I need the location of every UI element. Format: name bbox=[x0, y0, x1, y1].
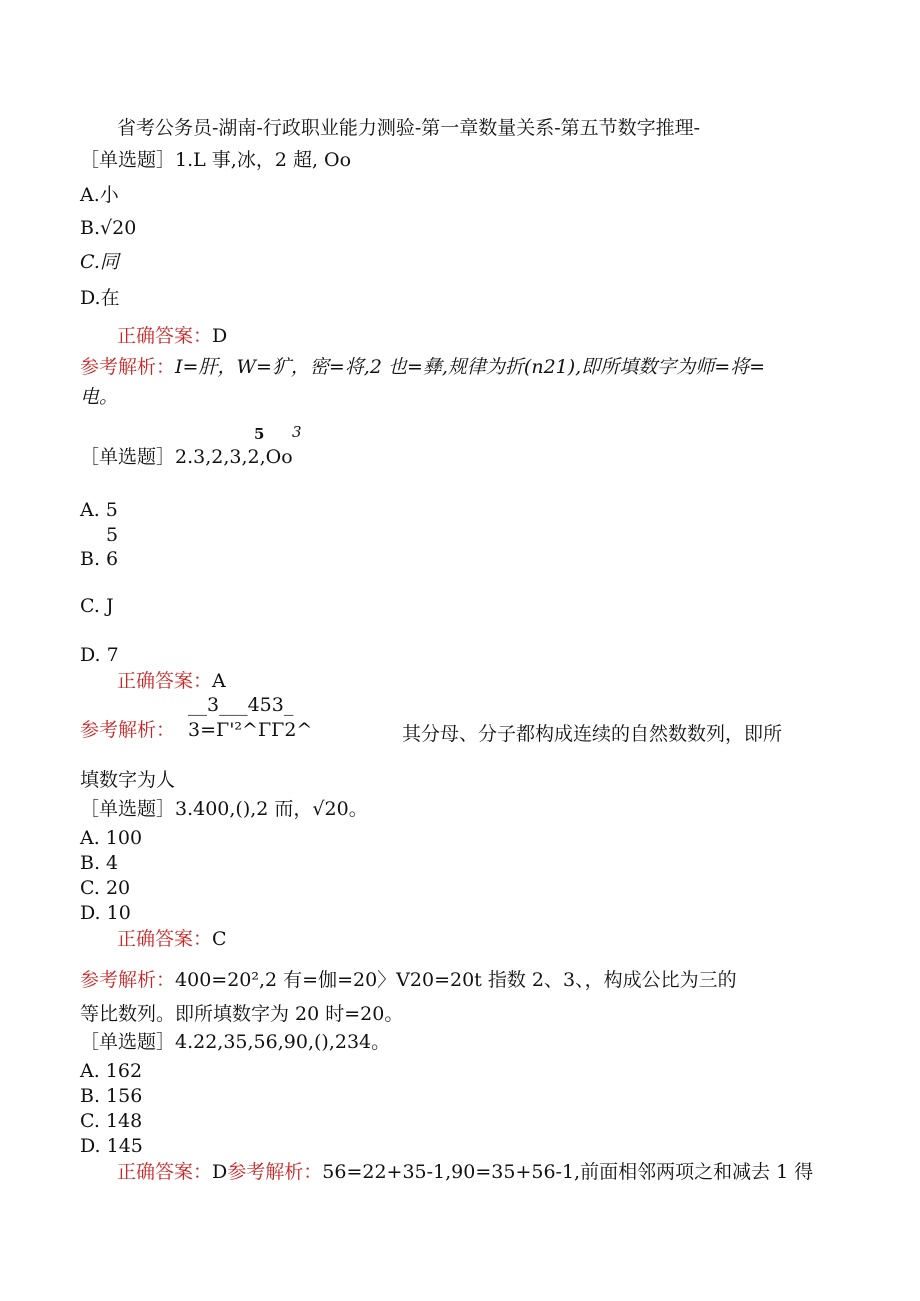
question-2-option-a-cont: 5 bbox=[106, 524, 119, 546]
question-2-answer bbox=[117, 669, 226, 693]
question-2-formula: 3=Γ'²^ΓΓ2^ bbox=[188, 719, 313, 741]
question-2-option-a: A. 5 bbox=[80, 499, 118, 521]
question-4-option-b: B. 156 bbox=[80, 1085, 143, 1107]
answer-value: D bbox=[212, 1161, 228, 1183]
analysis-label: 参考解析： bbox=[80, 969, 176, 991]
analysis-text: I=肝，W=犷，密=将,2 也=彝,规律为折(n21),即所填数字为师=将= bbox=[175, 356, 766, 378]
question-3-stem: ［单选题］3.400,(),2 而，√20。 bbox=[80, 798, 368, 820]
question-1-answer bbox=[117, 324, 227, 348]
question-3-analysis-cont: 等比数列。即所填数字为 20 时=20。 bbox=[80, 1003, 404, 1025]
question-2-fraction-top: __3___453_ bbox=[188, 694, 294, 716]
question-4-option-a: A. 162 bbox=[80, 1060, 143, 1082]
question-3-option-c: C. 20 bbox=[80, 877, 131, 899]
question-3-analysis bbox=[80, 968, 737, 992]
question-4-option-c: C. 148 bbox=[80, 1110, 143, 1132]
question-1-option-a: A.小 bbox=[80, 184, 119, 206]
answer-value: A bbox=[212, 670, 226, 692]
question-2-option-c: C. J bbox=[80, 595, 114, 617]
question-3-option-b: B. 4 bbox=[80, 852, 119, 874]
question-1-analysis bbox=[80, 355, 765, 379]
question-1-option-d: D.在 bbox=[80, 287, 120, 309]
question-2-superscript-1: 5 bbox=[254, 425, 265, 443]
question-4-option-d: D. 145 bbox=[80, 1135, 143, 1157]
answer-value: D bbox=[212, 325, 228, 347]
question-2-option-b: B. 6 bbox=[80, 548, 119, 570]
answer-label: 正确答案： bbox=[117, 928, 213, 950]
answer-value: C bbox=[212, 928, 227, 950]
answer-label: 正确答案： bbox=[117, 325, 213, 347]
question-2-analysis-text: 其分母、分子都构成连续的自然数数列，即所 bbox=[402, 723, 783, 745]
answer-label: 正确答案： bbox=[117, 1161, 213, 1183]
question-3-option-d: D. 10 bbox=[80, 902, 131, 924]
page-title: 省考公务员-湖南-行政职业能力测验-第一章数量关系-第五节数字推理- bbox=[117, 117, 701, 139]
question-2-analysis-cont: 填数字为人 bbox=[80, 769, 176, 791]
question-2-analysis-label: 参考解析： bbox=[80, 719, 176, 741]
question-1-analysis-cont: 电。 bbox=[80, 386, 119, 408]
answer-label: 正确答案： bbox=[117, 670, 213, 692]
analysis-text: 400=20²,2 有=伽=20〉V20=20t 指数 2、3、，构成公比为三的 bbox=[175, 969, 737, 991]
question-4-stem: ［单选题］4.22,35,56,90,(),234。 bbox=[80, 1031, 391, 1053]
question-2-option-d: D. 7 bbox=[80, 644, 119, 666]
analysis-text: 56=22+35-1,90=35+56-1,前面相邻两项之和减去 1 得 bbox=[322, 1161, 814, 1183]
analysis-label: 参考解析： bbox=[80, 356, 176, 378]
question-3-answer bbox=[117, 927, 227, 951]
analysis-label: 参考解析： bbox=[227, 1161, 323, 1183]
question-3-option-a: A. 100 bbox=[80, 827, 143, 849]
question-2-stem: ［单选题］2.3,2,3,2,Oo bbox=[80, 446, 293, 468]
question-2-superscript-2: 3 bbox=[292, 423, 302, 441]
question-1-option-c: C.同 bbox=[80, 251, 119, 273]
question-1-stem: ［单选题］1.L 事,冰，2 超, Oo bbox=[80, 149, 352, 171]
question-4-answer-analysis bbox=[117, 1160, 813, 1184]
question-1-option-b: B.√20 bbox=[80, 217, 137, 239]
